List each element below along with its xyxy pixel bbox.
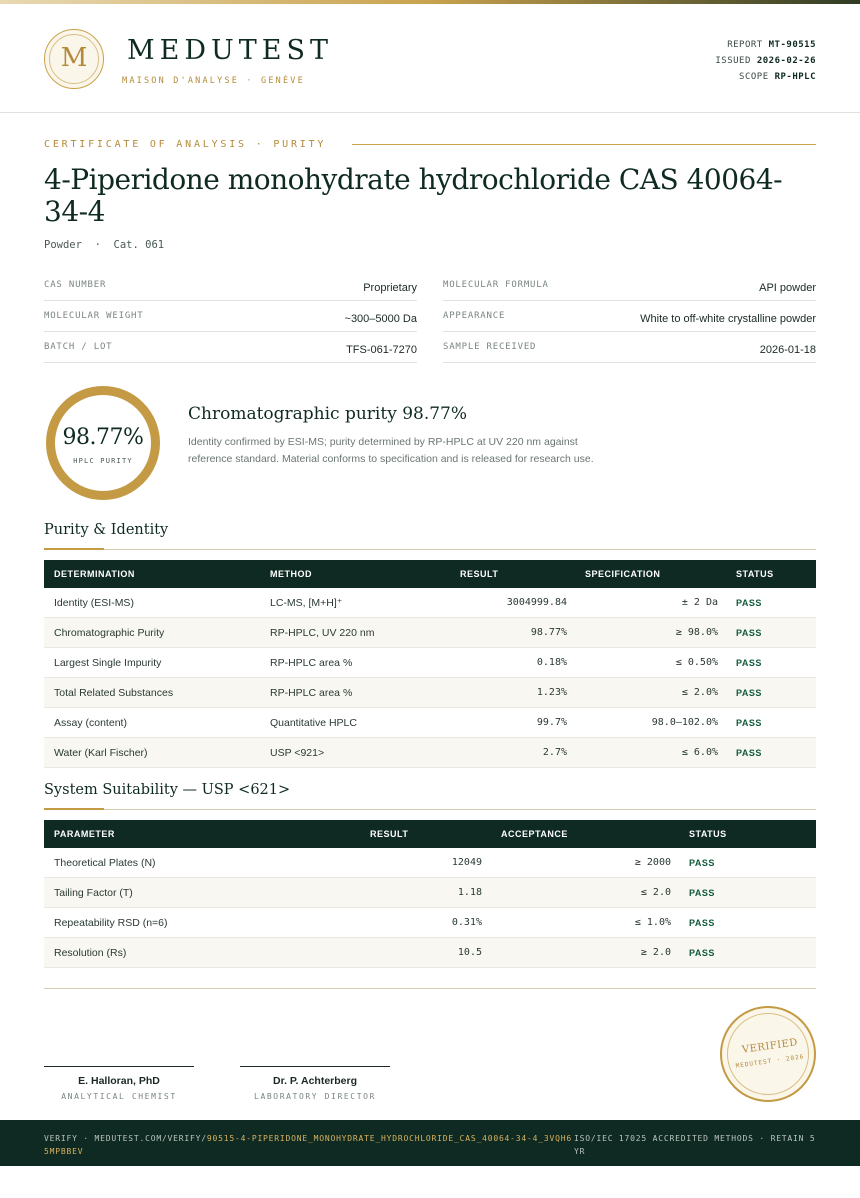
specification-cell: ≤ 2.0% <box>681 687 718 698</box>
signature-role-chemist: ANALYTICAL CHEMIST <box>61 1092 177 1101</box>
determination-cell: Chromatographic Purity <box>54 627 165 639</box>
suitability-section-rule <box>44 809 816 810</box>
result-cell: 0.18% <box>536 657 567 668</box>
table-row <box>44 618 816 648</box>
method-cell: RP-HPLC, UV 220 nm <box>270 627 375 639</box>
result-cell: 3004999.84 <box>506 597 567 608</box>
document-eyebrow: CERTIFICATE OF ANALYSIS · PURITY <box>44 139 327 150</box>
table-row <box>44 738 816 768</box>
table-row <box>44 708 816 738</box>
status-badge: PASS <box>736 718 762 728</box>
meta-issued: ISSUED 2026-02-26 <box>715 56 816 66</box>
method-cell: USP <921> <box>270 747 325 759</box>
logo-letter: M <box>60 43 88 73</box>
method-cell: LC-MS, [M+H]⁺ <box>270 597 343 609</box>
status-badge: PASS <box>736 688 762 698</box>
accreditation-note: ISO/IEC 17025 ACCREDITED METHODS · RETAIN 5 YR <box>574 1134 816 1156</box>
table-row <box>44 648 816 678</box>
summary-title: Chromatographic purity 98.77% <box>188 404 468 424</box>
header-divider <box>0 112 860 113</box>
table-row <box>44 848 816 878</box>
result-cell: 12049 <box>451 857 482 868</box>
determination-cell: Identity (ESI-MS) <box>54 597 134 609</box>
brand-tagline: MAISON D'ANALYSE · GENÈVE <box>122 76 305 86</box>
acceptance-cell: ≥ 2.0 <box>640 947 671 958</box>
specification-cell: 98.0–102.0% <box>651 717 718 728</box>
specification-cell: ≤ 6.0% <box>681 747 718 758</box>
result-cell: 10.5 <box>457 947 482 958</box>
status-badge: PASS <box>689 888 715 898</box>
purity-label: HPLC PURITY <box>73 457 133 465</box>
result-cell: 98.77% <box>530 627 567 638</box>
purity-section-rule <box>44 549 816 550</box>
signature-line-director <box>240 1066 390 1067</box>
purity-table-header: DETERMINATION METHOD RESULT SPECIFICATION STATUS <box>44 560 816 588</box>
determination-cell: Total Related Substances <box>54 687 174 699</box>
table-row <box>44 678 816 708</box>
status-badge: PASS <box>689 948 715 958</box>
seal-org-text: MEDUTEST · 2026 <box>735 1053 805 1070</box>
parameter-cell: Tailing Factor (T) <box>54 887 133 899</box>
prop-sample-received: SAMPLE RECEIVED 2026-01-18 <box>443 332 816 363</box>
specification-cell: ± 2 Da <box>681 597 718 608</box>
prop-appearance: APPEARANCE White to off-white crystalline powder <box>443 301 816 332</box>
parameter-cell: Repeatability RSD (n=6) <box>54 917 168 929</box>
eyebrow-rule <box>352 144 816 145</box>
suitability-table-header: PARAMETER RESULT ACCEPTANCE STATUS <box>44 820 816 848</box>
content-end-rule <box>44 988 816 989</box>
page-title: 4-Piperidone monohydrate hydrochloride CAS 40064-34-4 <box>44 163 783 228</box>
summary-text: Identity confirmed by ESI-MS; purity determined by RP-HPLC at UV 220 nm against reference standard. Material conforms to specification and is released for research use. <box>188 436 594 465</box>
method-cell: RP-HPLC area % <box>270 657 353 669</box>
determination-cell: Largest Single Impurity <box>54 657 162 669</box>
determination-cell: Water (Karl Fischer) <box>54 747 148 759</box>
logo-emblem <box>44 29 104 89</box>
table-row <box>44 908 816 938</box>
suitability-section-title: System Suitability — USP <621> <box>44 782 291 798</box>
footer-bar <box>0 1120 860 1166</box>
signature-line-chemist <box>44 1066 194 1067</box>
top-accent-bar <box>0 0 860 4</box>
status-badge: PASS <box>736 748 762 758</box>
acceptance-cell: ≤ 2.0 <box>640 887 671 898</box>
status-badge: PASS <box>736 628 762 638</box>
table-row <box>44 588 816 618</box>
prop-cas-number: CAS NUMBER Proprietary <box>44 270 417 301</box>
purity-ring <box>46 386 160 500</box>
result-cell: 2.7% <box>542 747 567 758</box>
acceptance-cell: ≤ 1.0% <box>634 917 671 928</box>
purity-value: 98.77% <box>62 425 144 450</box>
parameter-cell: Theoretical Plates (N) <box>54 857 156 869</box>
meta-report: REPORT MT-90515 <box>727 40 816 50</box>
signature-role-director: LABORATORY DIRECTOR <box>254 1092 376 1101</box>
product-subline: Powder · Cat. 061 <box>44 239 165 251</box>
prop-molecular-formula: MOLECULAR FORMULA API powder <box>443 270 816 301</box>
signature-name-director: Dr. P. Achterberg <box>272 1075 358 1087</box>
result-cell: 1.18 <box>457 887 482 898</box>
prop-batch-lot: BATCH / LOT TFS-061-7270 <box>44 332 417 363</box>
verify-code[interactable]: 90515-4-PIPERIDONE_MONOHYDRATE_HYDROCHLORIDE_CAS_40064-34-4_3VQH65MPBBEV <box>44 1134 572 1156</box>
prop-molecular-weight: MOLECULAR WEIGHT ~300–5000 Da <box>44 301 417 332</box>
parameter-cell: Resolution (Rs) <box>54 947 127 959</box>
method-cell: RP-HPLC area % <box>270 687 353 699</box>
suitability-section-accent <box>44 808 104 810</box>
purity-section-title: Purity & Identity <box>44 522 169 538</box>
verify-link[interactable]: VERIFY · MEDUTEST.COM/VERIFY/90515-4-PIPERIDONE_MONOHYDRATE_HYDROCHLORIDE_CAS_40064-34-4_3VQH65MPBBEV <box>44 1134 572 1156</box>
determination-cell: Assay (content) <box>54 717 127 729</box>
result-cell: 99.7% <box>536 717 567 728</box>
specification-cell: ≤ 0.50% <box>675 657 718 668</box>
purity-section-accent <box>44 548 104 550</box>
specification-cell: ≥ 98.0% <box>675 627 718 638</box>
verified-seal <box>720 1006 816 1102</box>
table-row <box>44 938 816 968</box>
signature-name-chemist: E. Halloran, PhD <box>78 1075 160 1087</box>
result-cell: 0.31% <box>451 917 482 928</box>
status-badge: PASS <box>736 658 762 668</box>
status-badge: PASS <box>689 918 715 928</box>
table-row <box>44 878 816 908</box>
status-badge: PASS <box>736 598 762 608</box>
seal-verified-text: VERIFIED <box>741 1037 799 1056</box>
report-meta <box>715 37 816 85</box>
method-cell: Quantitative HPLC <box>270 717 357 729</box>
meta-scope: SCOPE RP-HPLC <box>739 72 816 82</box>
result-cell: 1.23% <box>536 687 567 698</box>
brand-name: MEDUTEST <box>127 35 333 66</box>
status-badge: PASS <box>689 858 715 868</box>
acceptance-cell: ≥ 2000 <box>634 857 671 868</box>
